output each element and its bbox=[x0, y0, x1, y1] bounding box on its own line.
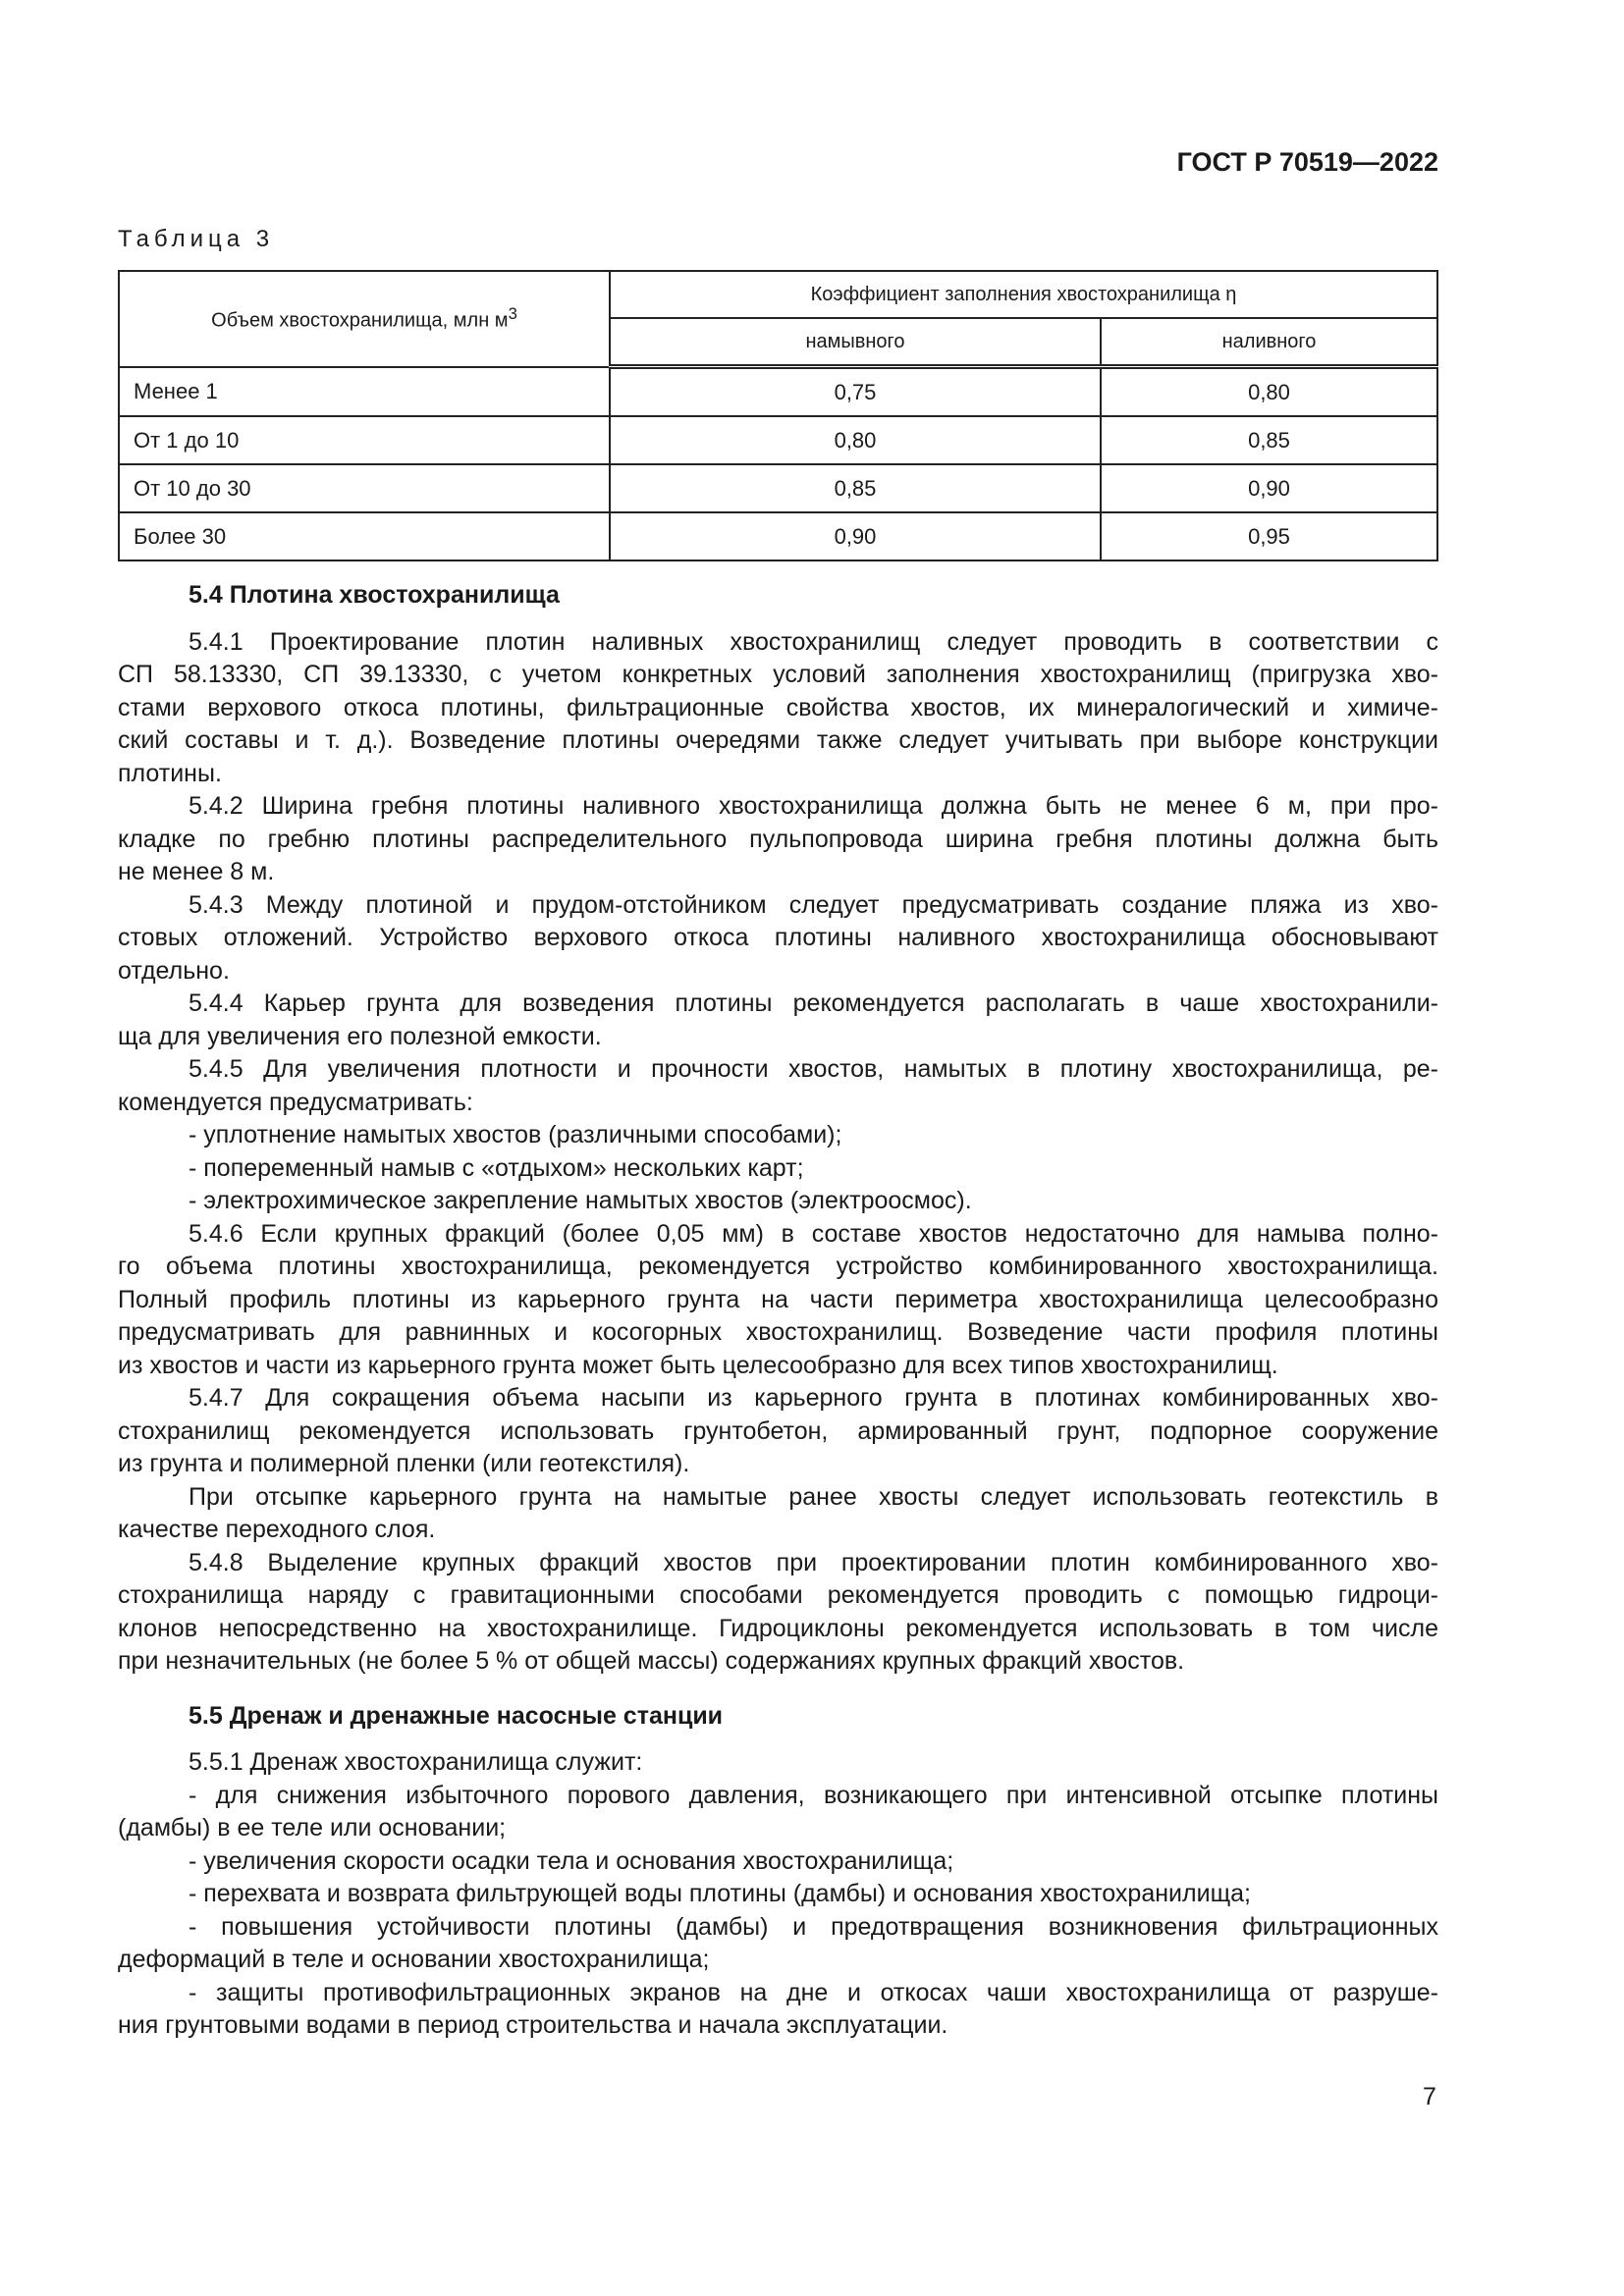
cell-a: 0,85 bbox=[610, 464, 1101, 512]
text-line: - электрохимическое закрепление намытых хвостов (электроосмос). bbox=[189, 1187, 972, 1214]
cell-volume: Более 30 bbox=[119, 512, 610, 561]
text-line: не менее 8 м. bbox=[118, 858, 275, 885]
table-row bbox=[119, 464, 1437, 512]
text-line: 5.4.8 Выделение крупных фракций хвостов при проектировании плотин комбинированного хво- bbox=[189, 1548, 1438, 1576]
text-line: деформаций в теле и основании хвостохранилища; bbox=[118, 1946, 710, 1973]
text-line: из грунта и полимерной пленки (или геотекстиля). bbox=[118, 1450, 690, 1477]
cell-b: 0,80 bbox=[1101, 367, 1437, 417]
paragraph bbox=[118, 1977, 1438, 2043]
table-row bbox=[119, 416, 1437, 464]
section-heading: 5.5 Дренаж и дренажные насосные станции bbox=[189, 1701, 724, 1730]
cell-a: 0,90 bbox=[610, 512, 1101, 561]
paragraph bbox=[118, 1911, 1438, 1977]
cell-b: 0,95 bbox=[1101, 512, 1437, 561]
cell-volume: От 10 до 30 bbox=[119, 464, 610, 512]
cell-b: 0,85 bbox=[1101, 416, 1437, 464]
text-line: 5.5.1 Дренаж хвостохранилища служит: bbox=[189, 1748, 643, 1776]
text-line: (дамбы) в ее теле или основании; bbox=[118, 1814, 507, 1842]
table-row bbox=[119, 367, 1437, 417]
text-line: 5.4.3 Между плотиной и прудом-отстойником следует предусматривать создание пляжа из хво- bbox=[189, 890, 1438, 919]
paragraph bbox=[118, 988, 1438, 1053]
paragraph bbox=[118, 1746, 1438, 1780]
text-line: ский составы и т. д.). Возведение плотины очередями также следует учитывать при выборе конструкции bbox=[118, 726, 1438, 754]
column-header-coefficient: Коэффициент заполнения хвостохранилища η bbox=[610, 271, 1437, 318]
paragraph bbox=[118, 1878, 1438, 1911]
paragraph bbox=[118, 1845, 1438, 1879]
text-line: го объема плотины хвостохранилища, рекомендуется устройство комбинированного хвостохранилища. bbox=[118, 1253, 1438, 1280]
text-line: 5.4.5 Для увеличения плотности и прочности хвостов, намытых в плотину хвостохранилища, ре- bbox=[189, 1055, 1438, 1083]
document-id: ГОСТ Р 70519—2022 bbox=[1176, 147, 1438, 177]
section-heading: 5.4 Плотина хвостохранилища bbox=[189, 581, 560, 609]
text-line: - увеличения скорости осадки тела и основания хвостохранилища; bbox=[189, 1846, 954, 1875]
text-line: плотины. bbox=[118, 759, 222, 787]
text-line: 5.4.7 Для сокращения объема насыпи из карьерного грунта в плотинах комбинированных хво- bbox=[189, 1384, 1438, 1412]
text-line: клонов непосредственно на хвостохранилище. Гидроциклоны рекомендуется использовать в том числе bbox=[118, 1614, 1438, 1642]
paragraph bbox=[118, 1481, 1438, 1547]
column-header-volume: Объем хвостохранилища, млн $м^3$ bbox=[119, 271, 610, 367]
text-line: стовых отложений. Устройство верхового откоса плотины наливного хвостохранилища обосновывают bbox=[118, 924, 1438, 951]
fill-coefficient-table bbox=[118, 270, 1438, 561]
table-row bbox=[119, 512, 1437, 561]
cell-b: 0,90 bbox=[1101, 464, 1437, 512]
text-line: При отсыпке карьерного грунта на намытые ранее хвосты следует использовать геотекстиль в bbox=[189, 1482, 1438, 1511]
paragraph bbox=[118, 790, 1438, 889]
paragraph bbox=[118, 1780, 1438, 1845]
text-line: 5.4.2 Ширина гребня плотины наливного хвостохранилища должна быть не менее 6 м, при про- bbox=[189, 792, 1438, 820]
paragraph bbox=[118, 1053, 1438, 1119]
text-line: 5.4.1 Проектирование плотин наливных хвостохранилищ следует проводить в соответствии с bbox=[189, 627, 1438, 656]
paragraph bbox=[118, 1218, 1438, 1383]
text-line: стохранилища наряду с гравитационными способами рекомендуется проводить с помощью гидроци- bbox=[118, 1581, 1438, 1609]
document-body bbox=[118, 579, 1438, 2043]
paragraph bbox=[118, 626, 1438, 791]
text-line: кладке по гребню плотины распределительного пульпопровода ширина гребня плотины должна быть bbox=[118, 825, 1438, 853]
text-line: - попеременный намыв с «отдыхом» нескольких карт; bbox=[189, 1153, 804, 1182]
paragraph bbox=[118, 1382, 1438, 1481]
text-line: СП 58.13330, СП 39.13330, с учетом конкретных условий заполнения хвостохранилищ (пригрузка хво- bbox=[118, 661, 1438, 688]
paragraph bbox=[118, 889, 1438, 988]
text-line: Полный профиль плотины из карьерного грунта на части периметра хвостохранилища целесообразно bbox=[118, 1285, 1438, 1313]
column-header-poured: наливного bbox=[1101, 318, 1437, 367]
paragraph bbox=[118, 1152, 1438, 1186]
text-line: при незначительных (не более 5 % от общей массы) содержаниях крупных фракций хвостов. bbox=[118, 1647, 1185, 1675]
text-line: - перехвата и возврата фильтрующей воды плотины (дамбы) и основания хвостохранилища; bbox=[189, 1880, 1251, 1907]
text-line: 5.4.4 Карьер грунта для возведения плотины рекомендуется располагать в чаше хвостохранили- bbox=[189, 989, 1438, 1017]
cell-volume: От 1 до 10 bbox=[119, 416, 610, 464]
column-header-alluvial: намывного bbox=[610, 318, 1101, 367]
page-number: 7 bbox=[1423, 2083, 1436, 2110]
text-line: отдельно. bbox=[118, 956, 230, 985]
paragraph bbox=[118, 1547, 1438, 1679]
paragraph bbox=[118, 1119, 1438, 1152]
text-line: стами верхового откоса плотины, фильтрационные свойства хвостов, их минералогический и химиче- bbox=[118, 693, 1438, 721]
text-line: - защиты противофильтрационных экранов на дне и откосах чаши хвостохранилища от разруше- bbox=[189, 1978, 1438, 2006]
text-line: качестве переходного слоя. bbox=[118, 1516, 436, 1543]
text-line: стохранилищ рекомендуется использовать грунтобетон, армированный грунт, подпорное сооружение bbox=[118, 1416, 1438, 1445]
cell-a: 0,75 bbox=[610, 367, 1101, 417]
text-line: - уплотнение намытых хвостов (различными способами); bbox=[189, 1121, 842, 1148]
cell-a: 0,80 bbox=[610, 416, 1101, 464]
table-caption: Таблица 3 bbox=[118, 226, 275, 252]
text-line: - повышения устойчивости плотины (дамбы) и предотвращения возникновения фильтрационных bbox=[189, 1912, 1438, 1941]
text-line: из хвостов и части из карьерного грунта может быть целесообразно для всех типов хвостохранилищ. bbox=[118, 1351, 1278, 1379]
text-line: комендуется предусматривать: bbox=[118, 1088, 473, 1116]
paragraph bbox=[118, 1185, 1438, 1218]
text-line: ния грунтовыми водами в период строительства и начала эксплуатации. bbox=[118, 2011, 948, 2039]
text-line: ща для увеличения его полезной емкости. bbox=[118, 1022, 602, 1050]
cell-volume: Менее 1 bbox=[119, 367, 610, 417]
text-line: предусматривать для равнинных и косогорных хвостохранилищ. Возведение части профиля плотины bbox=[118, 1318, 1438, 1346]
text-line: 5.4.6 Если крупных фракций (более 0,05 мм) в составе хвостов недостаточно для намыва полно- bbox=[189, 1219, 1438, 1248]
text-line: - для снижения избыточного порового давления, возникающего при интенсивной отсыпке плотины bbox=[189, 1781, 1438, 1809]
